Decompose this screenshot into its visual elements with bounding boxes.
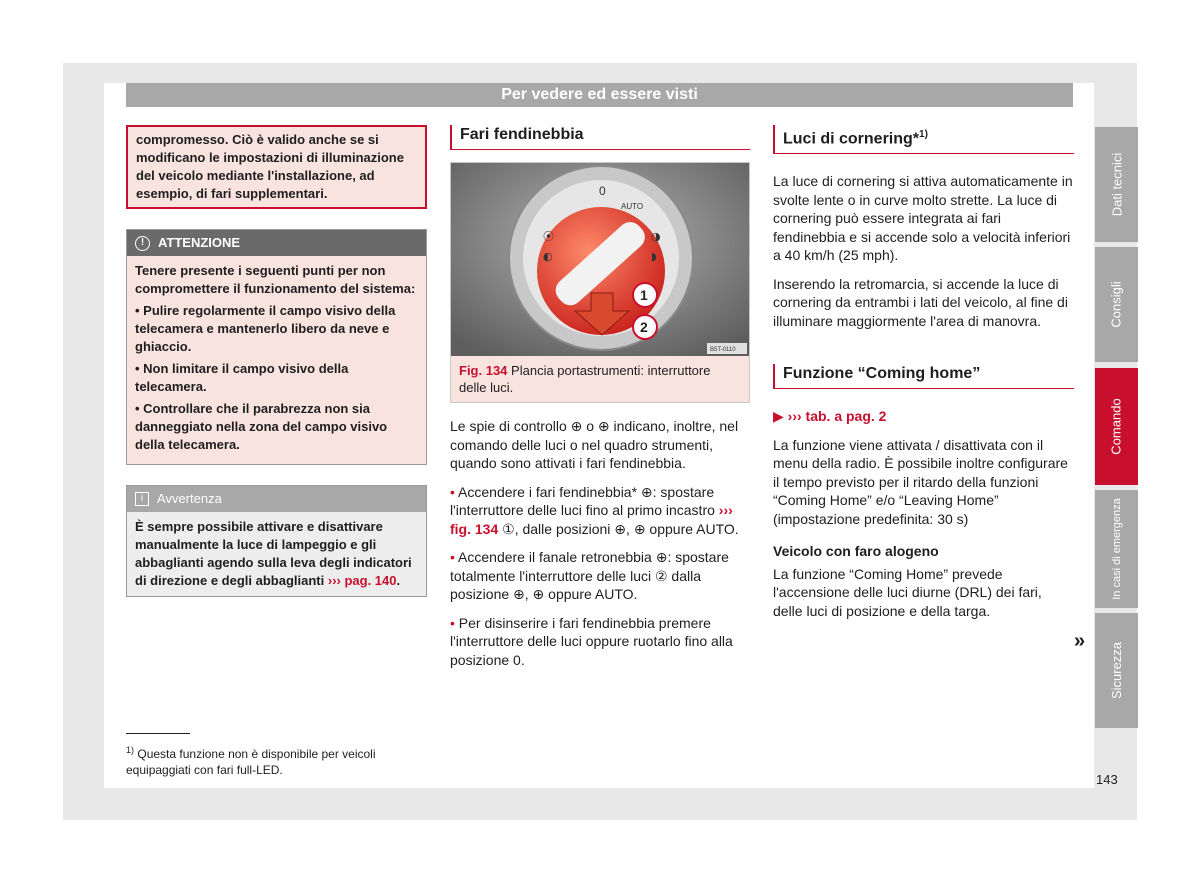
note-header bbox=[127, 486, 426, 512]
note-body bbox=[127, 512, 426, 596]
footnote bbox=[126, 742, 431, 778]
attention-title: ATTENZIONE bbox=[158, 234, 241, 250]
bullet-rear-fog bbox=[450, 548, 750, 604]
table-reference-icon: ▶ bbox=[773, 408, 784, 425]
footnote-text: Questa funzione non è disponibile per veicoli equipaggiati con fari full-LED. bbox=[126, 747, 376, 777]
bullet-icon: • bbox=[450, 483, 455, 500]
cornering-paragraph-1: La luce di cornering si attiva automaticamente in svolte lente o in curve molto strette. La luce di cornering può essere integrata ai fari fendinebbia e si accende solo a velocità inferiori a 40 km/h (25 mph). bbox=[773, 173, 1073, 264]
page-number: 143 bbox=[1096, 772, 1118, 787]
page-header: Per vedere ed essere visti bbox=[126, 83, 1073, 107]
bullet-rear-fog-text: Accendere il fanale retronebbia ⊕: spostare totalmente l'interruttore delle luci ② dalla posizione ⊕, ⊕ oppure AUTO. bbox=[450, 549, 729, 602]
figure-caption-text: Plancia portastrumenti: interruttore delle luci. bbox=[459, 363, 711, 395]
bullet-fog-on bbox=[450, 483, 750, 539]
warning-continuation: compromesso. Ciò è valido anche se si modificano le impostazioni di illuminazione del veicolo mediante l'installazione, ad esempio, di fari supplementari. bbox=[126, 125, 427, 209]
callout-2: 2 bbox=[640, 319, 648, 335]
note-text-end: . bbox=[396, 573, 401, 588]
note-title: Avvertenza bbox=[157, 490, 222, 506]
tab-label: Consigli bbox=[1109, 281, 1124, 328]
bullet-fog-off bbox=[450, 614, 750, 670]
fog-lights-paragraph: Le spie di controllo ⊕ o ⊕ indicano, inoltre, nel comando delle luci o nel quadro strumenti, quando sono attivati i fari fendinebbia. bbox=[450, 418, 739, 471]
callout-1: 1 bbox=[640, 287, 648, 303]
low-beam-symbol-icon: ◗ bbox=[651, 250, 657, 263]
column-middle bbox=[450, 125, 750, 679]
section-title-cornering bbox=[773, 125, 1074, 154]
continue-icon: » bbox=[1074, 630, 1086, 652]
light-switch-image bbox=[451, 163, 749, 356]
tab-label: Dati tecnici bbox=[1109, 152, 1125, 217]
halogen-subheading: Veicolo con faro alogeno bbox=[773, 543, 939, 560]
tab-consigli[interactable] bbox=[1095, 247, 1138, 362]
footnote-mark: 1) bbox=[126, 745, 135, 755]
bullet-icon: • bbox=[450, 549, 455, 565]
info-icon: i bbox=[135, 492, 149, 506]
bullet-icon: • bbox=[450, 614, 455, 631]
figure-label: Fig. 134 bbox=[459, 363, 508, 378]
rear-fog-symbol-icon: ◐ bbox=[543, 250, 553, 263]
tab-sicurezza[interactable] bbox=[1095, 613, 1138, 728]
bullet-fog-on-text-end: ①, dalle posizioni ⊕, ⊕ oppure AUTO. bbox=[498, 520, 739, 537]
switch-label-auto: AUTO bbox=[621, 202, 644, 211]
tab-dati-tecnici[interactable] bbox=[1095, 127, 1138, 242]
column-left bbox=[126, 125, 427, 597]
attention-item: • Controllare che il parabrezza non sia danneggiato nella zona del campo visivo della telecamera. bbox=[135, 401, 388, 452]
section-title-coming-home: Funzione “Coming home” bbox=[773, 364, 1074, 389]
bullet-fog-on-text: Accendere i fari fendinebbia* ⊕: spostare l'interruttore delle luci fino al primo incastro bbox=[450, 483, 719, 518]
attention-header bbox=[127, 230, 426, 256]
light-switch-illustration bbox=[451, 163, 749, 356]
switch-label-0: 0 bbox=[599, 184, 606, 198]
cornering-title-text: Luci di cornering* bbox=[783, 130, 920, 148]
attention-box bbox=[126, 229, 427, 465]
tab-label: Comando bbox=[1109, 398, 1124, 455]
parking-light-symbol-icon: ◑ bbox=[651, 230, 661, 243]
figure-caption bbox=[451, 356, 749, 402]
note-box bbox=[126, 485, 427, 597]
table-reference-link[interactable]: ››› tab. a pag. 2 bbox=[787, 408, 887, 425]
figure-code: B5T-0110 bbox=[710, 347, 736, 353]
table-reference bbox=[773, 407, 1074, 426]
section-title-fog-lights: Fari fendinebbia bbox=[450, 125, 750, 150]
attention-item: • Pulire regolarmente il campo visivo della telecamera e mantenerlo libero da neve e ghiaccio. bbox=[135, 303, 396, 354]
column-right bbox=[773, 125, 1074, 630]
footnote-ref[interactable]: 1) bbox=[919, 129, 928, 140]
cornering-paragraph-2: Inserendo la retromarcia, si accende la luce di cornering da entrambi i lati del veicolo, al fine di illuminare maggiormente l'area di manovra. bbox=[773, 275, 1068, 329]
bullet-fog-off-text: Per disinserire i fari fendinebbia premere l'interruttore delle luci oppure ruotarlo fino alla posizione 0. bbox=[450, 614, 733, 668]
fog-light-symbol-icon: ⦿ bbox=[543, 230, 554, 243]
note-page-link[interactable]: ››› pag. 140 bbox=[327, 573, 397, 588]
figure-134 bbox=[450, 162, 750, 403]
attention-intro: Tenere presente i seguenti punti per non compromettere il funzionamento del sistema: bbox=[135, 263, 416, 296]
attention-item: • Non limitare il campo visivo della telecamera. bbox=[135, 361, 349, 394]
tab-comando[interactable] bbox=[1095, 368, 1138, 485]
tab-label: Sicurezza bbox=[1109, 641, 1125, 700]
exclamation-icon: ! bbox=[135, 236, 150, 251]
footnote-divider bbox=[126, 733, 190, 734]
tab-label: In casi di emergenza bbox=[1110, 498, 1123, 600]
halogen-paragraph: La funzione “Coming Home” prevede l'accensione delle luci diurne (DRL) dei fari, delle luci di posizione e della targa. bbox=[773, 565, 1042, 619]
note-text: È sempre possibile attivare e disattivare manualmente la luce di lampeggio e gli abbaglianti agendo sulla leva degli indicatori di direzione e degli abbaglianti bbox=[135, 519, 412, 588]
tab-in-casi-di-emergenza[interactable] bbox=[1095, 490, 1138, 608]
coming-home-paragraph: La funzione viene attivata / disattivata con il menu della radio. È possibile inoltre configurare il tempo previsto per il ritardo della funzioni “Coming Home” e/o “Leaving Home” (impostazione predefinita: 30 s) bbox=[773, 436, 1068, 527]
attention-body bbox=[127, 256, 426, 464]
fig-134-link[interactable]: ››› fig. 134 bbox=[450, 502, 733, 537]
